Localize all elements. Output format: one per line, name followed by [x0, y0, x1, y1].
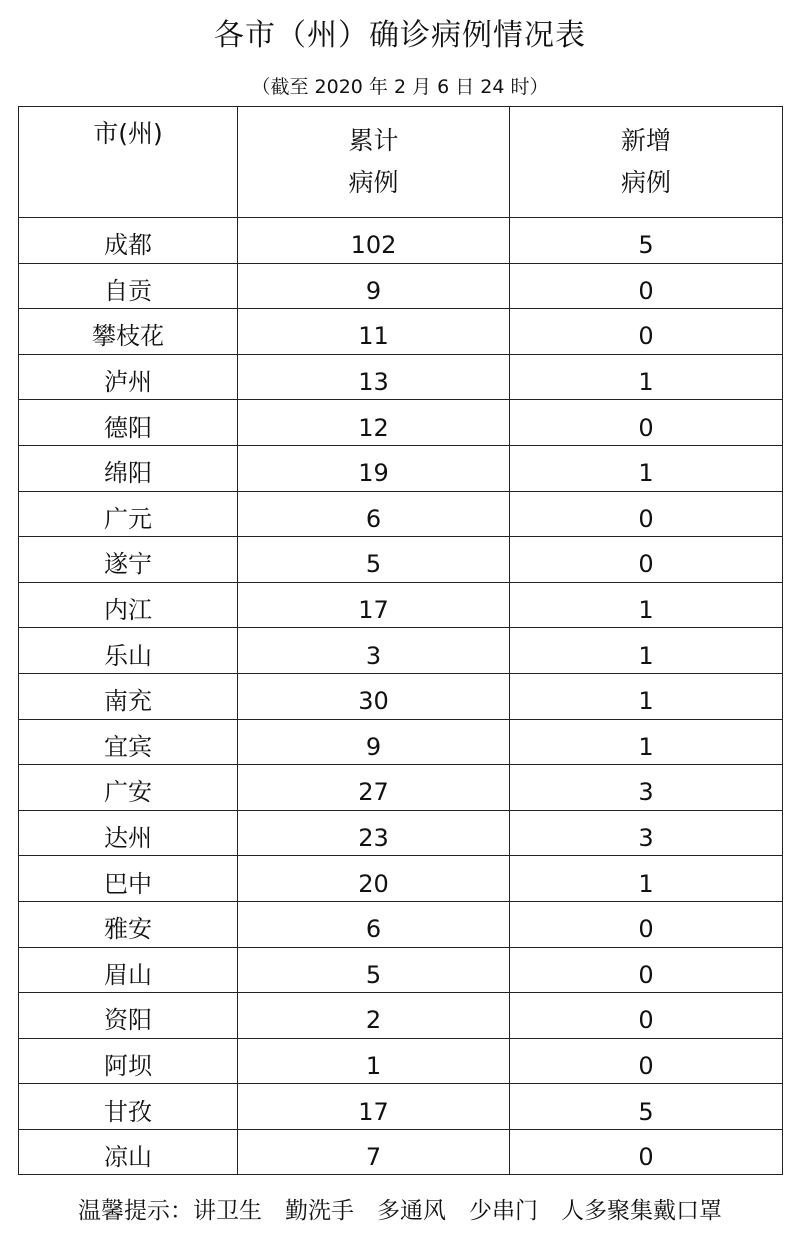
total-cases-cell-text: 20: [358, 869, 389, 898]
total-cases-cell: [238, 765, 510, 811]
total-cases-cell-text: 27: [358, 778, 389, 807]
table-row: [19, 810, 783, 856]
table-row: [19, 1129, 783, 1175]
new-cases-cell: [510, 218, 783, 264]
new-cases-cell: [510, 263, 783, 309]
total-cases-cell: [238, 354, 510, 400]
total-cases-cell-text: 5: [365, 550, 382, 579]
city-cell: [19, 263, 238, 309]
table-row: [19, 263, 783, 309]
total-cases-cell: [238, 400, 510, 446]
table-row: [19, 673, 783, 719]
table-row: [19, 1084, 783, 1130]
total-cases-cell-text: 6: [365, 504, 382, 533]
city-cell: [19, 993, 238, 1039]
city-cell-text: 广元: [104, 504, 152, 533]
total-cases-cell: [238, 673, 510, 719]
new-cases-cell-text: 0: [638, 413, 654, 442]
total-cases-cell-text: 9: [365, 732, 382, 761]
total-cases-cell-text: 17: [358, 596, 389, 625]
city-cell-text: 绵阳: [104, 459, 152, 488]
total-cases-cell-text: 2: [365, 1006, 382, 1035]
total-cases-cell: [238, 856, 510, 902]
city-cell: [19, 719, 238, 765]
city-cell: [19, 1038, 238, 1084]
table-row: [19, 582, 783, 628]
total-cases-cell-text: 9: [365, 276, 382, 305]
city-cell: [19, 537, 238, 583]
new-cases-cell: [510, 537, 783, 583]
city-cell-text: 达州: [104, 824, 152, 853]
new-cases-cell-text: 5: [638, 231, 654, 260]
city-cell: [19, 810, 238, 856]
city-cell: [19, 947, 238, 993]
header-new-line1: 新增: [620, 126, 671, 155]
city-cell: [19, 765, 238, 811]
city-cell: [19, 901, 238, 947]
new-cases-cell: [510, 901, 783, 947]
header-total-line2: 病例: [348, 168, 399, 197]
new-cases-cell-text: 1: [638, 732, 654, 761]
new-cases-cell: [510, 947, 783, 993]
table-row: [19, 537, 783, 583]
new-cases-cell: [510, 628, 783, 674]
city-cell-text: 遂宁: [104, 550, 152, 579]
total-cases-cell: [238, 445, 510, 491]
table-row: [19, 218, 783, 264]
city-cell-text: 攀枝花: [92, 322, 164, 351]
header-new-line2: 病例: [620, 168, 671, 197]
new-cases-cell-text: 1: [638, 641, 654, 670]
city-cell: [19, 628, 238, 674]
city-cell: [19, 400, 238, 446]
total-cases-cell: [238, 263, 510, 309]
total-cases-cell: [238, 309, 510, 355]
table-row: [19, 491, 783, 537]
city-cell: [19, 1129, 238, 1175]
page-title: 各市（州）确诊病例情况表: [214, 18, 586, 53]
new-cases-cell-text: 0: [638, 1051, 654, 1080]
total-cases-cell-text: 102: [350, 231, 397, 260]
new-cases-cell-text: 1: [638, 368, 654, 397]
new-cases-cell: [510, 1084, 783, 1130]
new-cases-cell-text: 0: [638, 1143, 654, 1172]
new-cases-cell-text: 1: [638, 687, 654, 716]
header-total: [238, 107, 510, 218]
total-cases-cell: [238, 1038, 510, 1084]
total-cases-cell: [238, 1129, 510, 1175]
city-cell: [19, 445, 238, 491]
table-row: [19, 354, 783, 400]
header-new: [510, 107, 783, 218]
city-cell-text: 广安: [104, 778, 152, 807]
total-cases-cell: [238, 218, 510, 264]
total-cases-cell: [238, 491, 510, 537]
city-cell-text: 甘孜: [104, 1097, 152, 1126]
total-cases-cell: [238, 719, 510, 765]
city-cell-text: 宜宾: [104, 732, 152, 761]
new-cases-cell: [510, 582, 783, 628]
city-cell-text: 自贡: [104, 276, 152, 305]
cases-table: [18, 106, 783, 1175]
new-cases-cell-text: 0: [638, 550, 654, 579]
total-cases-cell: [238, 628, 510, 674]
city-cell-text: 内江: [104, 596, 152, 625]
table-row: [19, 628, 783, 674]
total-cases-cell-text: 13: [358, 368, 389, 397]
table-row: [19, 400, 783, 446]
city-cell: [19, 1084, 238, 1130]
new-cases-cell-text: 1: [638, 596, 654, 625]
table-row: [19, 1038, 783, 1084]
city-cell-text: 德阳: [104, 413, 152, 442]
city-cell-text: 资阳: [104, 1006, 152, 1035]
page-subtitle: （截至 2020 年 2 月 6 日 24 时）: [251, 76, 549, 98]
table-row: [19, 765, 783, 811]
city-cell: [19, 582, 238, 628]
total-cases-cell-text: 11: [358, 322, 389, 351]
new-cases-cell-text: 0: [638, 915, 654, 944]
header-total-line1: 累计: [348, 126, 399, 155]
new-cases-cell-text: 1: [638, 459, 654, 488]
city-cell: [19, 309, 238, 355]
header-city: 市(州): [19, 107, 238, 218]
new-cases-cell: [510, 309, 783, 355]
new-cases-cell: [510, 400, 783, 446]
table-row: [19, 309, 783, 355]
new-cases-cell-text: 0: [638, 276, 654, 305]
table-row: [19, 856, 783, 902]
table-row: [19, 993, 783, 1039]
total-cases-cell-text: 12: [358, 413, 389, 442]
new-cases-cell: [510, 1129, 783, 1175]
table-row: [19, 719, 783, 765]
total-cases-cell: [238, 537, 510, 583]
new-cases-cell: [510, 993, 783, 1039]
total-cases-cell-text: 7: [365, 1143, 382, 1172]
new-cases-cell: [510, 673, 783, 719]
total-cases-cell-text: 23: [358, 824, 389, 853]
total-cases-cell: [238, 810, 510, 856]
new-cases-cell: [510, 856, 783, 902]
new-cases-cell: [510, 354, 783, 400]
city-cell-text: 眉山: [104, 960, 152, 989]
table-row: [19, 947, 783, 993]
new-cases-cell-text: 0: [638, 1006, 654, 1035]
city-cell-text: 凉山: [104, 1143, 152, 1172]
table-row: [19, 901, 783, 947]
new-cases-cell: [510, 765, 783, 811]
total-cases-cell-text: 6: [365, 915, 382, 944]
new-cases-cell-text: 0: [638, 504, 654, 533]
city-cell: [19, 218, 238, 264]
city-cell-text: 南充: [104, 687, 152, 716]
total-cases-cell-text: 30: [358, 687, 389, 716]
total-cases-cell: [238, 901, 510, 947]
total-cases-cell-text: 19: [358, 459, 389, 488]
new-cases-cell: [510, 719, 783, 765]
city-cell: [19, 856, 238, 902]
new-cases-cell-text: 0: [638, 960, 654, 989]
new-cases-cell-text: 0: [638, 322, 654, 351]
total-cases-cell-text: 3: [365, 641, 382, 670]
total-cases-cell-text: 5: [365, 960, 382, 989]
city-cell: [19, 354, 238, 400]
table-header-row: [19, 107, 783, 218]
total-cases-cell-text: 1: [365, 1051, 382, 1080]
new-cases-cell-text: 3: [638, 778, 654, 807]
city-cell-text: 成都: [104, 231, 152, 260]
city-cell-text: 雅安: [104, 915, 152, 944]
total-cases-cell-text: 17: [358, 1097, 389, 1126]
new-cases-cell: [510, 491, 783, 537]
new-cases-cell: [510, 810, 783, 856]
table-body: [19, 218, 783, 1175]
total-cases-cell: [238, 993, 510, 1039]
new-cases-cell-text: 5: [638, 1097, 654, 1126]
city-cell-text: 泸州: [104, 368, 152, 397]
city-cell: [19, 673, 238, 719]
total-cases-cell: [238, 947, 510, 993]
city-cell-text: 乐山: [104, 641, 152, 670]
new-cases-cell: [510, 445, 783, 491]
city-cell: [19, 491, 238, 537]
total-cases-cell: [238, 582, 510, 628]
city-cell-text: 阿坝: [104, 1051, 152, 1080]
new-cases-cell: [510, 1038, 783, 1084]
new-cases-cell-text: 1: [638, 869, 654, 898]
total-cases-cell: [238, 1084, 510, 1130]
city-cell-text: 巴中: [104, 869, 152, 898]
new-cases-cell-text: 3: [638, 824, 654, 853]
table-row: [19, 445, 783, 491]
footer-tip: 温馨提示：讲卫生 勤洗手 多通风 少串门 人多聚集戴口罩: [78, 1198, 722, 1224]
